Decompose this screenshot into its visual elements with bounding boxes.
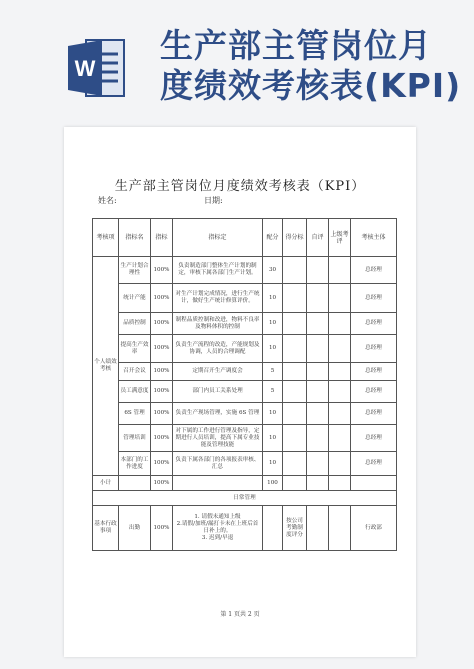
- table-row: [93, 313, 397, 335]
- self-eval-cell[interactable]: [307, 381, 329, 403]
- row-points: 10: [263, 452, 283, 476]
- score-cell[interactable]: [283, 335, 307, 363]
- score-cell[interactable]: [283, 403, 307, 425]
- header-banner: [0, 0, 474, 112]
- evaluator-cell: [351, 476, 397, 491]
- row-name: 生产计划合理性: [119, 257, 151, 284]
- page-footer: 第 1 页共 2 页: [220, 611, 260, 618]
- row-definition: 对生产计划完成情况，进行生产统计，做好生产统计修算评价。: [173, 284, 263, 313]
- table-row: [93, 257, 397, 284]
- row-definition: 制程品质控制和改进，物料不良率及物料体积的控制: [173, 313, 263, 335]
- admin-item: 2.请假/加班/漏打卡未在上班后首日补上的。: [176, 521, 259, 534]
- row-definition: 定期召开生产调度会: [173, 363, 263, 381]
- row-evaluator: 总经理: [351, 257, 397, 284]
- group-label-admin: 基本行政事项: [93, 506, 119, 551]
- self-eval-cell[interactable]: [307, 284, 329, 313]
- banner-title-line2: 度绩效考核表(KPI): [160, 66, 462, 105]
- row-evaluator: 总经理: [351, 452, 397, 476]
- header-points: 配分: [263, 219, 283, 257]
- score-cell[interactable]: [283, 284, 307, 313]
- date-label: 日期:: [204, 196, 223, 205]
- section-row: [93, 491, 397, 506]
- row-name: 员工满意度: [119, 381, 151, 403]
- header-evaluator: 考核主体: [351, 219, 397, 257]
- row-name: 统计产能: [119, 284, 151, 313]
- table-row: [93, 403, 397, 425]
- name-label: 姓名:: [98, 196, 117, 205]
- row-evaluator: 总经理: [351, 363, 397, 381]
- word-logo-letter: W: [74, 56, 96, 81]
- admin-name: 出勤: [119, 506, 151, 551]
- subtotal-points: 100: [263, 476, 283, 491]
- row-pct: 100%: [151, 452, 173, 476]
- self-eval-cell[interactable]: [307, 506, 329, 551]
- subtotal-row: [93, 476, 397, 491]
- header-kpi-item: 考核项: [93, 219, 119, 257]
- section-daily-management: 日常管理: [93, 491, 397, 506]
- superior-eval-cell[interactable]: [329, 425, 351, 452]
- superior-eval-cell[interactable]: [329, 284, 351, 313]
- table-row: [93, 363, 397, 381]
- superior-eval-cell[interactable]: [329, 363, 351, 381]
- row-points: 10: [263, 425, 283, 452]
- admin-score: 按公司考勤制度评分: [283, 506, 307, 551]
- self-eval-cell[interactable]: [307, 425, 329, 452]
- row-pct: 100%: [151, 403, 173, 425]
- superior-eval-cell[interactable]: [329, 381, 351, 403]
- admin-evaluator: 行政部: [351, 506, 397, 551]
- score-cell[interactable]: [283, 313, 307, 335]
- self-eval-cell[interactable]: [307, 313, 329, 335]
- banner-title: [160, 26, 460, 106]
- row-pct: 100%: [151, 363, 173, 381]
- admin-points-cell: [263, 506, 283, 551]
- row-definition: 负责制造部门整体生产计划的制定，审核下属各部门生产计划。: [173, 257, 263, 284]
- header-indicator: 指标: [151, 219, 173, 257]
- document-title: 生产部主管岗位月度绩效考核表（KPI）: [114, 179, 366, 194]
- row-pct: 100%: [151, 284, 173, 313]
- row-pct: 100%: [151, 335, 173, 363]
- row-definition: 负责生产现场管理，实施 6S 管理: [173, 403, 263, 425]
- row-definition: 负责生产流程的改造，产能规划及协调，人员的合理调配: [173, 335, 263, 363]
- row-pct: 100%: [151, 313, 173, 335]
- header-self-eval: 自评: [307, 219, 329, 257]
- score-cell[interactable]: [283, 381, 307, 403]
- superior-eval-cell[interactable]: [329, 335, 351, 363]
- admin-row: [93, 506, 397, 551]
- subtotal-name-cell: [119, 476, 151, 491]
- header-score: 得分标: [283, 219, 307, 257]
- table-row: [93, 452, 397, 476]
- score-cell[interactable]: [283, 425, 307, 452]
- superior-eval-cell[interactable]: [329, 313, 351, 335]
- superior-eval-cell[interactable]: [329, 452, 351, 476]
- subtotal-label: 小计: [93, 476, 119, 491]
- row-definition: 对下属的工作进行管理及指导，定期进行人员培训，提高下属专业技能及管理技能: [173, 425, 263, 452]
- row-definition: 部门内员工关系处理: [173, 381, 263, 403]
- row-name: 6S 管理: [119, 403, 151, 425]
- group-label-personal: 个人绩效考核: [93, 257, 119, 476]
- row-evaluator: 总经理: [351, 425, 397, 452]
- row-evaluator: 总经理: [351, 381, 397, 403]
- superior-eval-cell[interactable]: [329, 257, 351, 284]
- header-definition: 指标定: [173, 219, 263, 257]
- row-points: 5: [263, 363, 283, 381]
- row-name: 品质控制: [119, 313, 151, 335]
- self-eval-cell[interactable]: [307, 335, 329, 363]
- row-pct: 100%: [151, 257, 173, 284]
- row-evaluator: 总经理: [351, 284, 397, 313]
- table-row: [93, 284, 397, 313]
- row-pct: 100%: [151, 425, 173, 452]
- score-cell[interactable]: [283, 476, 307, 491]
- row-evaluator: 总经理: [351, 335, 397, 363]
- row-points: 10: [263, 284, 283, 313]
- admin-items: [173, 506, 263, 551]
- row-definition: 负责下属各部门的各项报表审核、汇总: [173, 452, 263, 476]
- admin-item: 3. 迟到/早退: [201, 535, 234, 541]
- kpi-table: [92, 218, 397, 551]
- superior-eval-cell[interactable]: [329, 506, 351, 551]
- row-points: 5: [263, 381, 283, 403]
- self-eval-cell[interactable]: [307, 476, 329, 491]
- row-points: 10: [263, 313, 283, 335]
- superior-eval-cell[interactable]: [329, 403, 351, 425]
- header-superior-eval: 上级考评: [329, 219, 351, 257]
- admin-pct: 100%: [151, 506, 173, 551]
- row-points: 30: [263, 257, 283, 284]
- subtotal-definition-cell: [173, 476, 263, 491]
- self-eval-cell[interactable]: [307, 452, 329, 476]
- header-indicator-name: 指标名: [119, 219, 151, 257]
- table-row: [93, 425, 397, 452]
- self-eval-cell[interactable]: [307, 363, 329, 381]
- row-evaluator: 总经理: [351, 403, 397, 425]
- table-row: [93, 335, 397, 363]
- row-name: 提高生产效率: [119, 335, 151, 363]
- self-eval-cell[interactable]: [307, 403, 329, 425]
- document-page: [64, 127, 416, 657]
- row-points: 10: [263, 403, 283, 425]
- row-evaluator: 总经理: [351, 313, 397, 335]
- superior-eval-cell[interactable]: [329, 476, 351, 491]
- score-cell[interactable]: [283, 257, 307, 284]
- row-points: 10: [263, 335, 283, 363]
- row-pct: 100%: [151, 381, 173, 403]
- score-cell[interactable]: [283, 363, 307, 381]
- table-row: [93, 381, 397, 403]
- admin-item: 1. 请假未通知上级: [194, 514, 241, 520]
- row-name: 管理培训: [119, 425, 151, 452]
- table-header-row: [93, 219, 397, 257]
- subtotal-pct: 100%: [151, 476, 173, 491]
- word-icon: [68, 36, 126, 100]
- self-eval-cell[interactable]: [307, 257, 329, 284]
- row-name: 本部门的工作进度: [119, 452, 151, 476]
- banner-title-line1: 生产部主管岗位月: [160, 26, 432, 65]
- score-cell[interactable]: [283, 452, 307, 476]
- row-name: 召开会议: [119, 363, 151, 381]
